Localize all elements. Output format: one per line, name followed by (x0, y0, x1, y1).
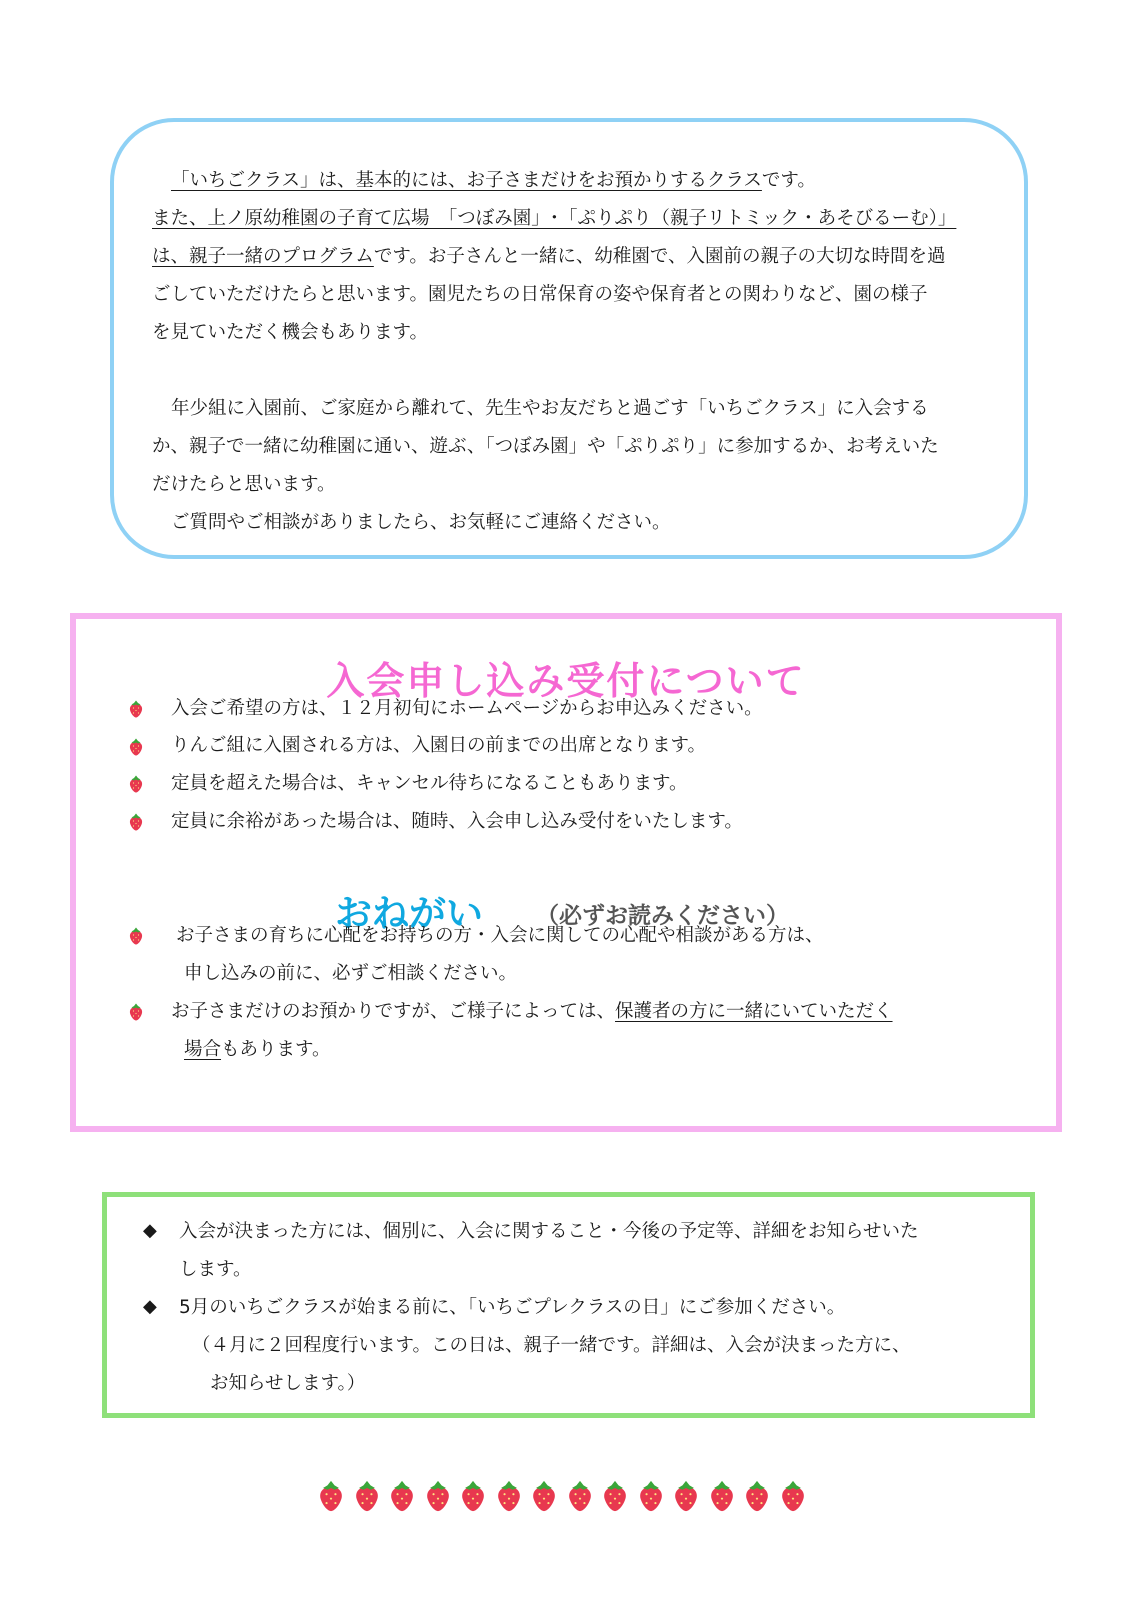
diamond-bullet-icon: ◆ (143, 1220, 157, 1241)
onegai-item-2b (184, 1031, 331, 1069)
intro-line-9: ご質問やご相談がありましたら、お気軽にご連絡ください。 (171, 512, 671, 533)
strawberry-icon (496, 1480, 522, 1512)
intro-underline-1: 「いちごクラス」は、基本的には、お子さまだけをお預かりするクラス (171, 170, 762, 191)
intro-line-4: ごしていただけたらと思います。園児たちの日常保育の姿や保育者との関わりなど、園の様子 (152, 284, 928, 305)
strawberry-icon (129, 927, 143, 945)
onegai-item-1a: お子さまの育ちに心配をお持ちの方・入会に関しての心配や相談がある方は、 (176, 925, 824, 946)
strawberry-icon (673, 1480, 699, 1512)
application-box (70, 613, 1062, 1132)
apply-item-2: りんご組に入園される方は、入園日の前までの出席となります。 (171, 735, 707, 756)
footer-strawberry-row (318, 1480, 818, 1520)
strawberry-icon (129, 775, 143, 793)
strawberry-icon (129, 700, 143, 718)
onegai-text: お子さまだけのお預かりですが、ご様子によっては、 (171, 1001, 616, 1022)
application-title: 入会申し込み受付について (326, 659, 806, 703)
apply-item-1: 入会ご希望の方は、１２月初旬にホームページからお申込みください。 (171, 698, 763, 719)
strawberry-icon (567, 1480, 593, 1512)
onegai-title: おねがい (335, 892, 483, 935)
strawberry-icon (318, 1480, 344, 1512)
strawberry-icon (709, 1480, 735, 1512)
strawberry-icon (780, 1480, 806, 1512)
strawberry-icon (638, 1480, 664, 1512)
apply-item-3: 定員を超えた場合は、キャンセル待ちになることもあります。 (171, 773, 688, 794)
strawberry-icon (531, 1480, 557, 1512)
diamond-bullet-icon: ◆ (143, 1296, 157, 1317)
intro-text: です。お子さんと一緒に、幼稚園で、入園前の親子の大切な時間を過 (373, 246, 946, 267)
intro-line-3 (152, 238, 990, 276)
notes-line-2: します。 (179, 1259, 252, 1280)
strawberry-icon (129, 1003, 143, 1021)
strawberry-icon (602, 1480, 628, 1512)
intro-underline-2: また、上ノ原幼稚園の子育て広場 「つぼみ園」･「ぷりぷり（親子リトミック・あそびるーむ）」 (152, 208, 957, 229)
intro-line-2 (152, 200, 990, 238)
onegai-text: もあります。 (221, 1039, 331, 1060)
onegai-subtitle: （必ずお読みください） (536, 903, 789, 929)
onegai-underline: 保護者の方に一緒にいていただく (615, 1001, 893, 1022)
strawberry-icon (129, 813, 143, 831)
intro-line-7: か、親子で一緒に幼稚園に通い、遊ぶ、「つぼみ園」や「ぷりぷり」に参加するか、お考えいた (152, 436, 939, 457)
strawberry-icon (354, 1480, 380, 1512)
strawberry-icon (425, 1480, 451, 1512)
strawberry-icon (129, 738, 143, 756)
strawberry-icon (389, 1480, 415, 1512)
intro-text: です。 (761, 170, 816, 191)
notes-line-5: お知らせします。） (210, 1373, 366, 1394)
notes-line-3: 5月のいちごクラスが始まる前に、「いちごプレクラスの日」にご参加ください。 (179, 1297, 846, 1318)
notes-line-1: 入会が決まった方には、個別に、入会に関すること・今後の予定等、詳細をお知らせいた (179, 1221, 919, 1242)
onegai-item-2a (171, 993, 893, 1031)
onegai-item-1b: 申し込みの前に、必ずご相談ください。 (184, 963, 518, 984)
notes-box (102, 1192, 1035, 1418)
apply-item-4: 定員に余裕があった場合は、随時、入会申し込み受付をいたします。 (171, 811, 743, 832)
intro-line-8: だけたらと思います。 (152, 474, 336, 495)
intro-line-1 (152, 162, 990, 200)
intro-line-5: を見ていただく機会もあります。 (152, 322, 429, 343)
intro-underline-3: は、親子一緒のプログラム (152, 246, 374, 267)
notes-line-4: （４月に２回程度行います。この日は、親子一緒です。詳細は、入会が決まった方に、 (192, 1335, 911, 1356)
strawberry-icon (460, 1480, 486, 1512)
onegai-underline: 場合 (184, 1039, 222, 1060)
intro-line-6: 年少組に入園前、ご家庭から離れて、先生やお友だちと過ごす「いちごクラス」に入会する (171, 398, 929, 419)
strawberry-icon (744, 1480, 770, 1512)
intro-box (110, 118, 1028, 559)
